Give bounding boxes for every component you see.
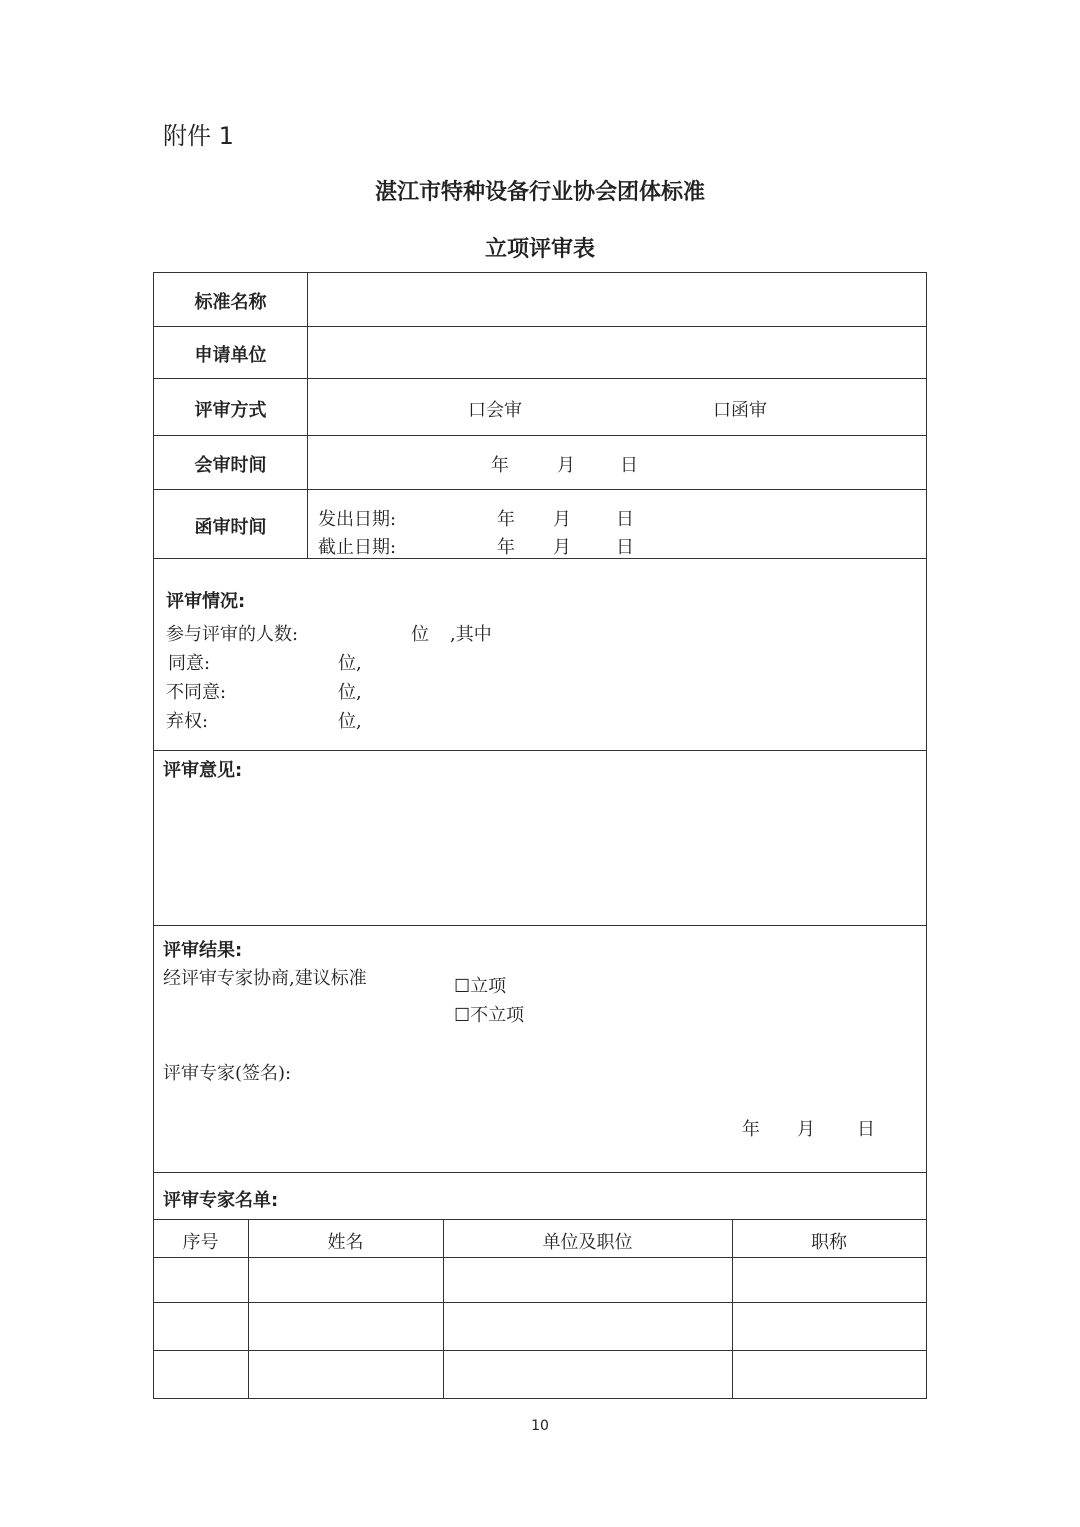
review-result-statement: 经评审专家协商,建议标准 bbox=[163, 968, 367, 989]
column-header-title: 职称 bbox=[811, 1232, 847, 1253]
participants-unit: 位 bbox=[411, 624, 429, 645]
disagree-unit: 位, bbox=[338, 682, 362, 703]
disagree-label: 不同意: bbox=[166, 682, 227, 703]
table-row[interactable] bbox=[154, 1258, 926, 1302]
table-row[interactable] bbox=[154, 1303, 926, 1350]
applicant-field[interactable] bbox=[310, 328, 924, 377]
review-method-label: 评审方式 bbox=[194, 400, 267, 421]
standard-name-field[interactable] bbox=[310, 274, 924, 325]
result-day: 日 bbox=[857, 1119, 875, 1140]
meeting-year: 年 bbox=[491, 455, 509, 476]
result-year: 年 bbox=[742, 1119, 760, 1140]
letter-time-label: 函审时间 bbox=[194, 517, 267, 538]
applicant-label: 申请单位 bbox=[194, 345, 267, 366]
document-title: 湛江市特种设备行业协会团体标准 bbox=[374, 180, 705, 205]
deadline-day: 日 bbox=[616, 537, 634, 558]
column-header-name: 姓名 bbox=[327, 1232, 364, 1253]
page-number: 10 bbox=[531, 1418, 549, 1434]
result-month: 月 bbox=[797, 1119, 815, 1140]
deadline-year: 年 bbox=[497, 537, 515, 558]
form-title: 立项评审表 bbox=[484, 237, 595, 262]
participants-label: 参与评审的人数: bbox=[166, 624, 299, 645]
review-opinion-heading: 评审意见: bbox=[163, 760, 243, 781]
column-header-unit-position: 单位及职位 bbox=[542, 1232, 633, 1253]
reject-option[interactable]: ☐不立项 bbox=[454, 1005, 525, 1026]
abstain-label: 弃权: bbox=[166, 711, 209, 732]
agree-unit: 位, bbox=[338, 653, 362, 674]
agree-label: 同意: bbox=[168, 653, 211, 674]
approve-option[interactable]: ☐立项 bbox=[454, 976, 507, 997]
review-method-meeting-option[interactable]: 口会审 bbox=[468, 400, 522, 421]
review-result-heading: 评审结果: bbox=[163, 940, 243, 961]
review-situation-heading: 评审情况: bbox=[166, 591, 246, 612]
issue-month: 月 bbox=[553, 509, 571, 530]
abstain-unit: 位, bbox=[338, 711, 362, 732]
issue-date-label: 发出日期: bbox=[318, 509, 397, 530]
expert-list-heading: 评审专家名单: bbox=[163, 1190, 279, 1211]
meeting-time-label: 会审时间 bbox=[194, 455, 267, 476]
review-opinion-field[interactable] bbox=[160, 785, 920, 920]
column-header-index: 序号 bbox=[182, 1232, 219, 1253]
expert-signature-label: 评审专家(签名): bbox=[163, 1063, 292, 1084]
deadline-date-label: 截止日期: bbox=[318, 537, 397, 558]
participants-suffix: ,其中 bbox=[450, 624, 492, 645]
meeting-month: 月 bbox=[557, 455, 575, 476]
meeting-day: 日 bbox=[620, 455, 638, 476]
table-row[interactable] bbox=[154, 1351, 926, 1398]
standard-name-label: 标准名称 bbox=[194, 292, 267, 313]
attachment-label: 附件 1 bbox=[163, 122, 234, 150]
issue-day: 日 bbox=[616, 509, 634, 530]
review-method-letter-option[interactable]: 口函审 bbox=[713, 400, 767, 421]
deadline-month: 月 bbox=[553, 537, 571, 558]
issue-year: 年 bbox=[497, 509, 515, 530]
